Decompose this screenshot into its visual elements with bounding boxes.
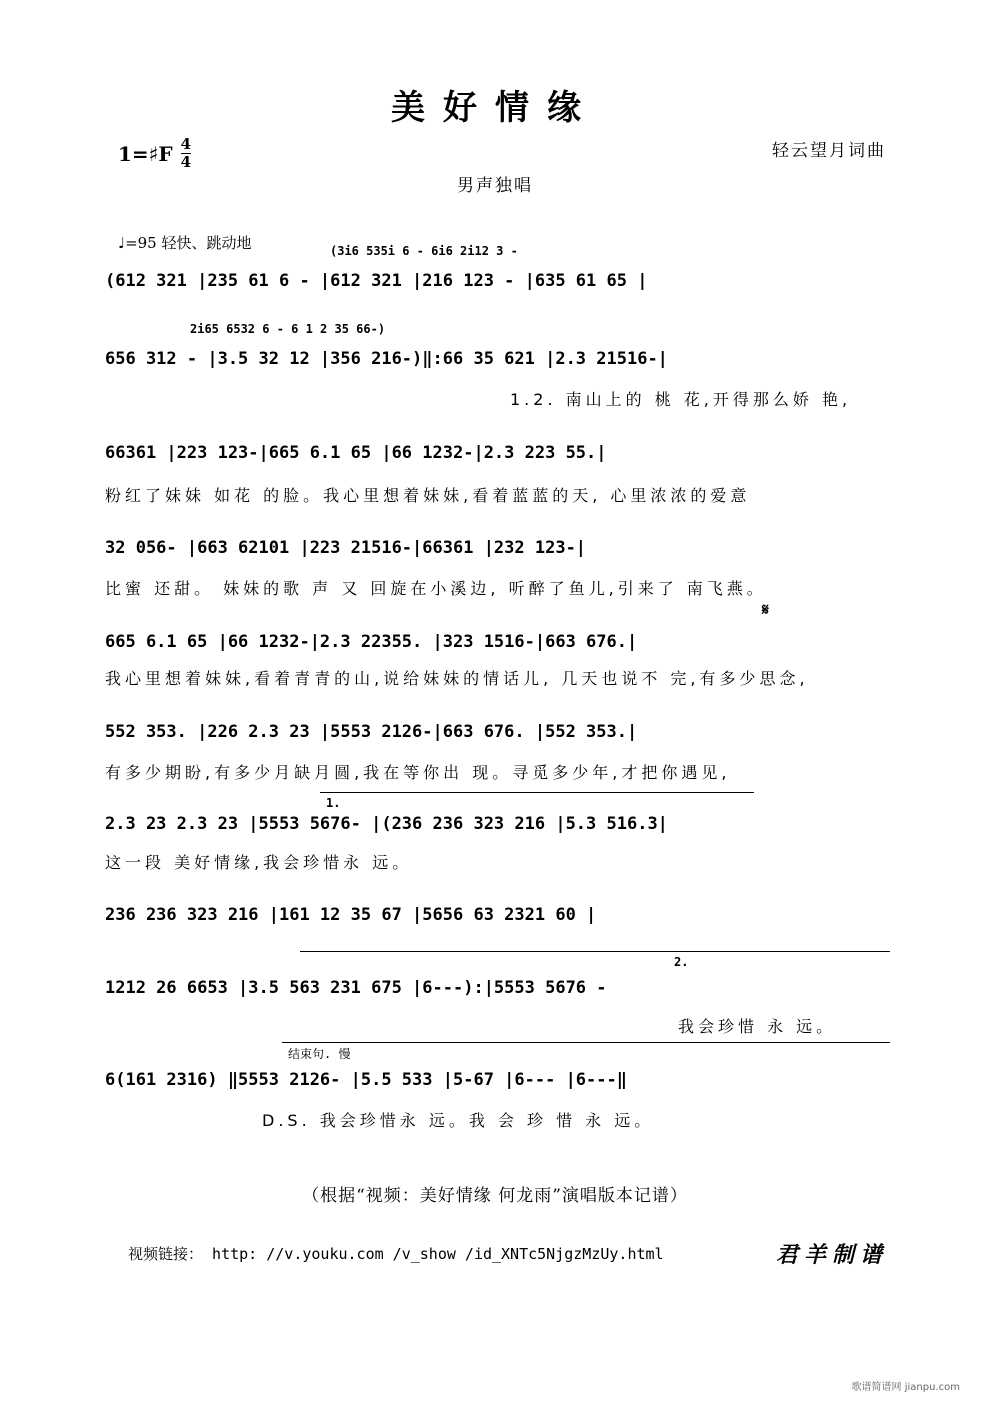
system-5-notes: 665 6.1 65 |66 1232-|2.3 22355. |323 1516-|663 676.| <box>105 632 638 652</box>
system-9-lyrics: 我会珍惜 永 远。 <box>678 1017 837 1036</box>
transcription-note: （根据“视频：美好情缘 何龙雨”演唱版本记谱） <box>302 1186 688 1206</box>
composer: 轻云望月词曲 <box>772 141 886 161</box>
segno-sign: 𝄋 <box>762 600 769 619</box>
system-4-lyrics: 比蜜 还甜。 妹妹的歌 声 又 回旋在小溪边, 听醉了鱼儿,引来了 南飞燕。 <box>105 579 767 598</box>
time-bottom: 4 <box>180 153 191 171</box>
system-3-lyrics: 粉红了妹妹 如花 的脸。我心里想着妹妹,看着蓝蓝的天, 心里浓浓的爱意 <box>105 486 751 505</box>
system-4-notes: 32 056- |663 62101 |223 21516-|66361 |232 123-| <box>105 538 587 558</box>
page-title: 美好情缘 <box>391 88 599 128</box>
repeat-overline <box>300 951 890 952</box>
system-1-notes: (612 321 |235 61 6 - |612 321 |216 123 - |635 61 65 | <box>105 271 648 291</box>
ending-label: 结束句. 慢 <box>288 1047 351 1061</box>
system-2-lyrics: 1.2. 南山上的 桃 花,开得那么娇 艳, <box>510 390 852 409</box>
volta-1-bracket <box>320 792 754 793</box>
video-link-url[interactable]: http: //v.youku.com /v_show /id_XNTc5NjgzMzUy.html <box>212 1245 664 1263</box>
video-link-row <box>128 1243 664 1264</box>
key-label: 1=♯F <box>118 141 173 166</box>
system-7-lyrics: 这一段 美好情缘,我会珍惜永 远。 <box>105 853 413 872</box>
key-signature <box>118 136 191 171</box>
system-10-notes: 6(161 2316) ‖5553 2126- |5.5 533 |5-67 |6--- |6---‖ <box>105 1070 627 1090</box>
time-top: 4 <box>180 135 191 153</box>
transcriber-signature: 君羊制谱 <box>776 1242 889 1268</box>
system-2-upper: 2i65 6532 6 - 6 1 2 35 66-) <box>190 322 386 336</box>
system-1-upper: (3i6 535i 6 - 6i6 2i12 3 - <box>330 244 518 258</box>
volta-1-label: 1. <box>326 796 341 810</box>
system-9-notes: 1212 26 6653 |3.5 563 231 675 |6---):|5553 5676 - <box>105 978 607 998</box>
system-7-notes: 2.3 23 2.3 23 |5553 5676- |(236 236 323 216 |5.3 516.3| <box>105 814 668 834</box>
volta-2-label: 2. <box>674 955 689 969</box>
system-5-lyrics: 我心里想着妹妹,看着青青的山,说给妹妹的情话儿, 几天也说不 完,有多少思念, <box>105 669 809 688</box>
system-6-notes: 552 353. |226 2.3 23 |5553 2126-|663 676. |552 353.| <box>105 722 638 742</box>
ending-bracket <box>282 1042 890 1043</box>
system-6-lyrics: 有多少期盼,有多少月缺月圆,我在等你出 现。寻觅多少年,才把你遇见, <box>105 763 731 782</box>
system-8-notes: 236 236 323 216 |161 12 35 67 |5656 63 2321 60 | <box>105 905 597 925</box>
singer: 男声独唱 <box>457 176 533 196</box>
system-10-lyrics: D.S. 我会珍惜永 远。我 会 珍 惜 永 远。 <box>262 1111 655 1130</box>
video-link-label: 视频链接： <box>128 1245 204 1263</box>
tempo-marking: ♩=95 轻快、跳动地 <box>118 234 252 252</box>
watermark: 歌谱简谱网 jianpu.com <box>851 1382 960 1393</box>
time-signature <box>181 136 191 171</box>
system-2-notes: 656 312 - |3.5 32 12 |356 216-)‖:66 35 621 |2.3 21516-| <box>105 349 668 369</box>
system-3-notes: 66361 |223 123-|665 6.1 65 |66 1232-|2.3 223 55.| <box>105 443 607 463</box>
